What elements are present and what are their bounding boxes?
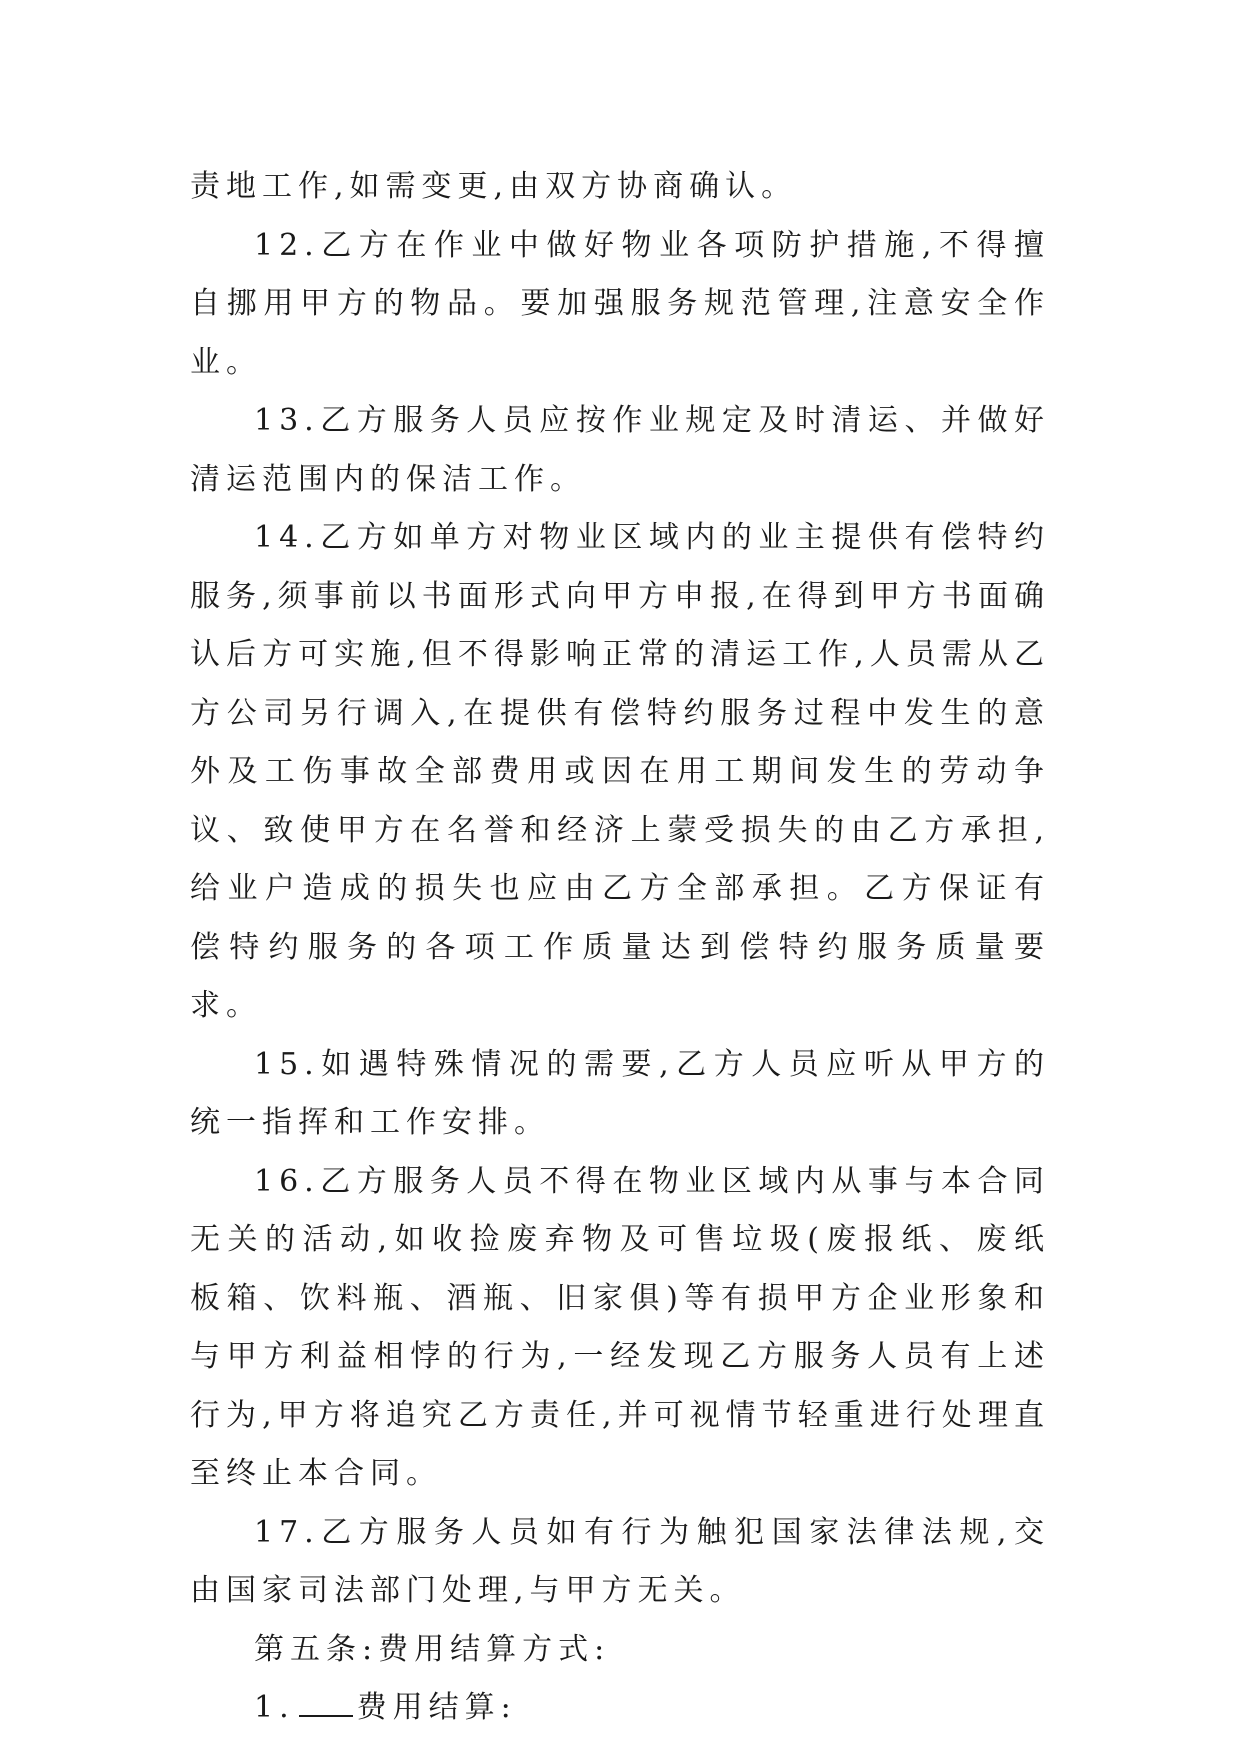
paragraph-16: 16.乙方服务人员不得在物业区域内从事与本合同无关的活动,如收捡废弃物及可售垃圾(废报纸、废纸板箱、饮料瓶、酒瓶、旧家俱)等有损甲方企业形象和与甲方利益相悖的行为,一经发现乙方服务人员有上述行为,甲方将追究乙方责任,并可视情节轻重进行处理直至终止本合同。 xyxy=(190,1163,1050,1491)
paragraph-12: 12.乙方在作业中做好物业各项防护措施,不得擅自挪用甲方的物品。要加强服务规范管理,注意安全作业。 xyxy=(190,227,1050,380)
article-5-heading: 第五条:费用结算方式: xyxy=(254,1631,611,1667)
item-label: 费用结算: xyxy=(356,1690,517,1725)
fill-in-blank xyxy=(299,1693,353,1717)
paragraph-14: 14.乙方如单方对物业区域内的业主提供有偿特约服务,须事前以书面形式向甲方申报,在得到甲方书面确认后方可实施,但不得影响正常的清运工作,人员需从乙方公司另行调入,在提供有偿特约服务过程中发生的意外及工伤事故全部费用或因在用工期间发生的劳动争议、致使甲方在名誉和经济上蒙受损失的由乙方承担,给业户造成的损失也应由乙方全部承担。乙方保证有偿特约服务的各项工作质量达到偿特约服务质量要求。 xyxy=(190,520,1050,1023)
paragraph-11-continuation: 责地工作,如需变更,由双方协商确认。 xyxy=(190,169,798,204)
paragraph-17: 17.乙方服务人员如有行为触犯国家法律法规,交由国家司法部门处理,与甲方无关。 xyxy=(190,1514,1050,1608)
article-5-item-1 xyxy=(190,1679,1050,1738)
document-body xyxy=(190,158,1050,1738)
paragraph-13: 13.乙方服务人员应按作业规定及时清运、并做好清运范围内的保洁工作。 xyxy=(190,403,1050,497)
paragraph-15: 15.如遇特殊情况的需要,乙方人员应听从甲方的统一指挥和工作安排。 xyxy=(190,1046,1050,1140)
item-number: 1. xyxy=(254,1690,295,1725)
